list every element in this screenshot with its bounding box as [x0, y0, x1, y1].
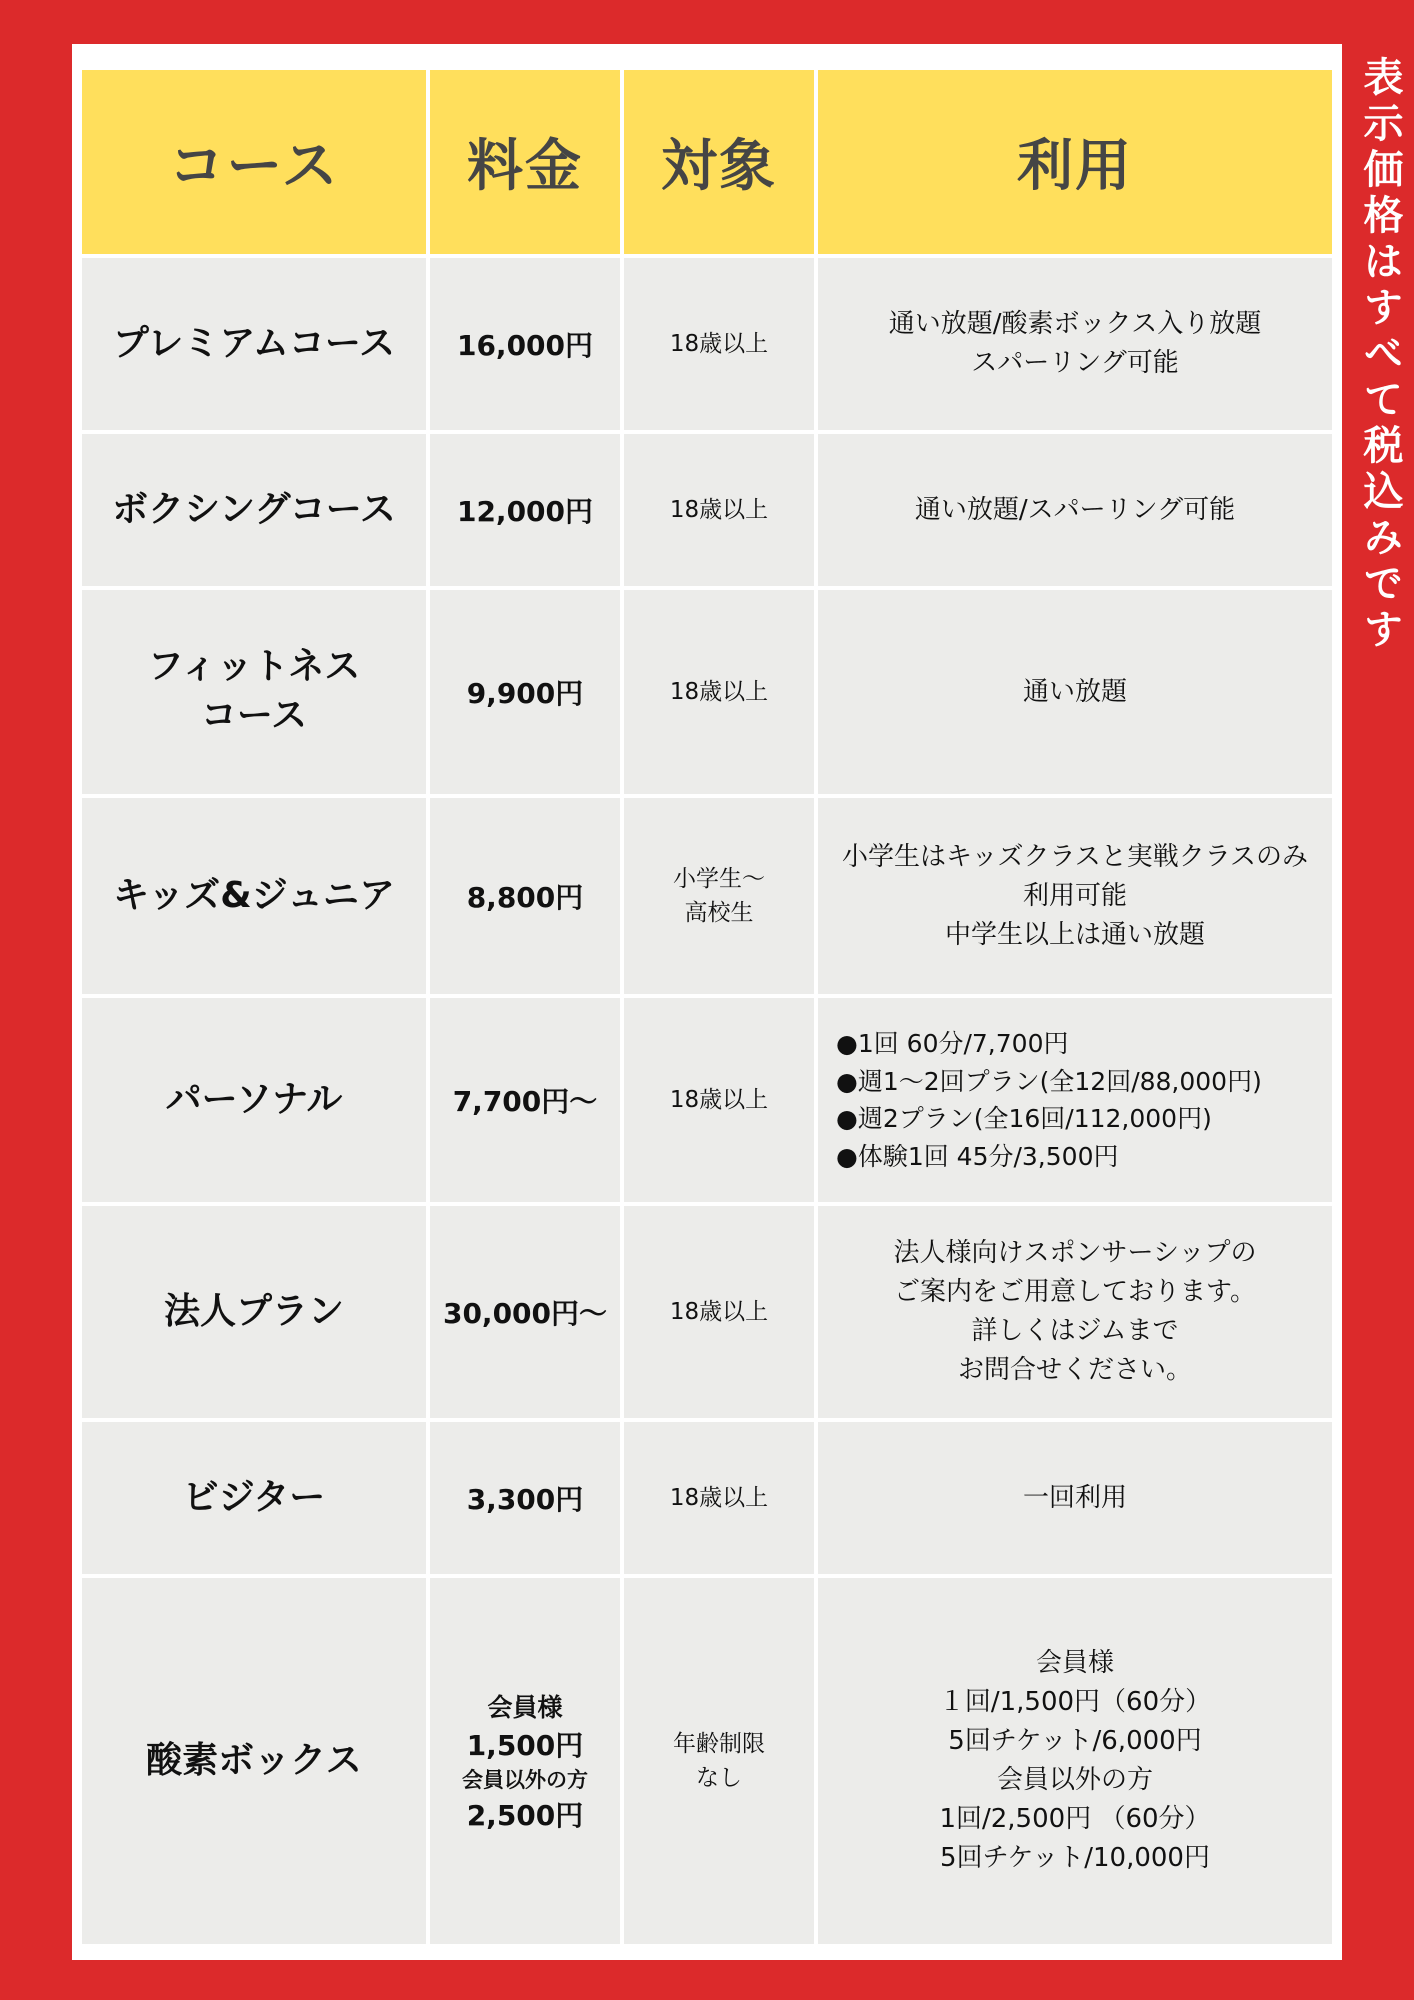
usage-line: お問合せください。	[957, 1355, 1192, 1385]
target-value: 年齢制限	[673, 1730, 765, 1757]
target-value: 18歳以上	[669, 496, 769, 523]
usage-line: 5回チケット/6,000円	[948, 1726, 1202, 1756]
table-row	[82, 798, 1332, 994]
price-cell	[430, 434, 620, 586]
target-cell	[624, 998, 814, 1202]
course-cell	[82, 258, 426, 430]
target-cell	[624, 1206, 814, 1418]
header-target: 対象	[624, 70, 814, 254]
table-row	[82, 1422, 1332, 1574]
course-name: コース	[200, 695, 308, 736]
table-row	[82, 998, 1332, 1202]
course-cell	[82, 798, 426, 994]
usage-line: ●体験1回 45分/3,500円	[836, 1141, 1119, 1171]
table-row	[82, 590, 1332, 794]
course-cell	[82, 1578, 426, 1944]
target-value: 18歳以上	[669, 330, 769, 357]
usage-line: 通い放題	[1022, 676, 1127, 707]
usage-line: 5回チケット/10,000円	[940, 1843, 1210, 1873]
course-name: ビジター	[182, 1476, 326, 1518]
price-value: 3,300円	[466, 1483, 584, 1516]
target-cell	[624, 798, 814, 994]
usage-line: 中学生以上は通い放題	[944, 919, 1205, 950]
usage-line: 通い放題/スパーリング可能	[914, 494, 1236, 525]
target-value: 高校生	[684, 900, 754, 926]
target-value: 18歳以上	[669, 1298, 769, 1325]
target-value: なし	[696, 1765, 742, 1791]
header-price: 料金	[430, 70, 620, 254]
target-value: 18歳以上	[669, 678, 769, 705]
course-cell	[82, 590, 426, 794]
tax-included-note: 表示価格はすべて税込みです	[1357, 56, 1403, 654]
price-cell	[430, 1422, 620, 1574]
usage-line: 一回利用	[1022, 1482, 1127, 1513]
price-cell	[430, 258, 620, 430]
target-cell	[624, 1578, 814, 1944]
price-value: 30,000円〜	[442, 1297, 608, 1330]
target-cell	[624, 434, 814, 586]
target-value: 小学生〜	[673, 865, 765, 892]
course-cell	[82, 434, 426, 586]
usage-cell	[818, 434, 1332, 586]
usage-line: 小学生はキッズクラスと実戦クラスのみ	[842, 841, 1308, 872]
table-row	[82, 1206, 1332, 1418]
usage-cell	[818, 1206, 1332, 1418]
header-course: コース	[82, 70, 426, 254]
course-name: キッズ&ジュニア	[113, 874, 395, 916]
price-cell	[430, 590, 620, 794]
usage-line: 1回/2,500円 （60分）	[939, 1804, 1211, 1834]
usage-line: 法人様向けスポンサーシップの	[893, 1238, 1257, 1268]
usage-line: ご案内をご用意しております。	[894, 1277, 1256, 1307]
usage-line: 通い放題/酸素ボックス入り放題	[888, 309, 1262, 339]
target-cell	[624, 1422, 814, 1574]
usage-cell	[818, 258, 1332, 430]
course-cell	[82, 1206, 426, 1418]
price-value: 7,700円〜	[452, 1085, 598, 1118]
table-row	[82, 1578, 1332, 1944]
course-name: ボクシングコース	[112, 488, 396, 530]
usage-cell	[818, 998, 1332, 1202]
price-value: 2,500円	[466, 1799, 584, 1832]
course-name: フィットネス	[147, 646, 361, 688]
target-cell	[624, 258, 814, 430]
price-value: 会員様	[487, 1693, 563, 1722]
usage-line: 詳しくはジムまで	[971, 1316, 1179, 1346]
price-value: 9,900円	[466, 677, 584, 710]
price-cell	[430, 998, 620, 1202]
target-value: 18歳以上	[669, 1484, 769, 1511]
usage-cell	[818, 1578, 1332, 1944]
usage-line: 利用可能	[1022, 880, 1127, 911]
price-value: 12,000円	[456, 495, 594, 528]
usage-line: スパーリング可能	[971, 348, 1179, 378]
price-value: 1,500円	[466, 1729, 584, 1762]
table-row	[82, 258, 1332, 430]
usage-cell	[818, 1422, 1332, 1574]
price-value: 会員以外の方	[462, 1768, 588, 1792]
course-name: プレミアムコース	[112, 322, 396, 364]
usage-line: ●週1〜2回プラン(全12回/88,000円)	[836, 1066, 1262, 1096]
target-cell	[624, 590, 814, 794]
usage-line: 会員様	[1035, 1648, 1114, 1678]
course-name: 酸素ボックス	[146, 1739, 362, 1781]
usage-cell	[818, 590, 1332, 794]
price-cell	[430, 1578, 620, 1944]
usage-line: １回/1,500円（60分）	[938, 1687, 1212, 1717]
header-row	[82, 70, 1332, 254]
price-cell	[430, 798, 620, 994]
course-cell	[82, 998, 426, 1202]
price-cell	[430, 1206, 620, 1418]
usage-line: ●週2プラン(全16回/112,000円)	[836, 1104, 1212, 1133]
price-value: 16,000円	[456, 329, 594, 362]
usage-line: ●1回 60分/7,700円	[836, 1029, 1069, 1058]
target-value: 18歳以上	[669, 1086, 769, 1113]
course-cell	[82, 1422, 426, 1574]
price-value: 8,800円	[466, 881, 584, 914]
usage-cell	[818, 798, 1332, 994]
course-name: 法人プラン	[163, 1290, 344, 1332]
course-name: パーソナル	[165, 1078, 343, 1120]
table-row	[82, 434, 1332, 586]
header-usage: 利用	[818, 70, 1332, 254]
price-table	[78, 66, 1336, 1948]
usage-line: 会員以外の方	[996, 1765, 1153, 1795]
